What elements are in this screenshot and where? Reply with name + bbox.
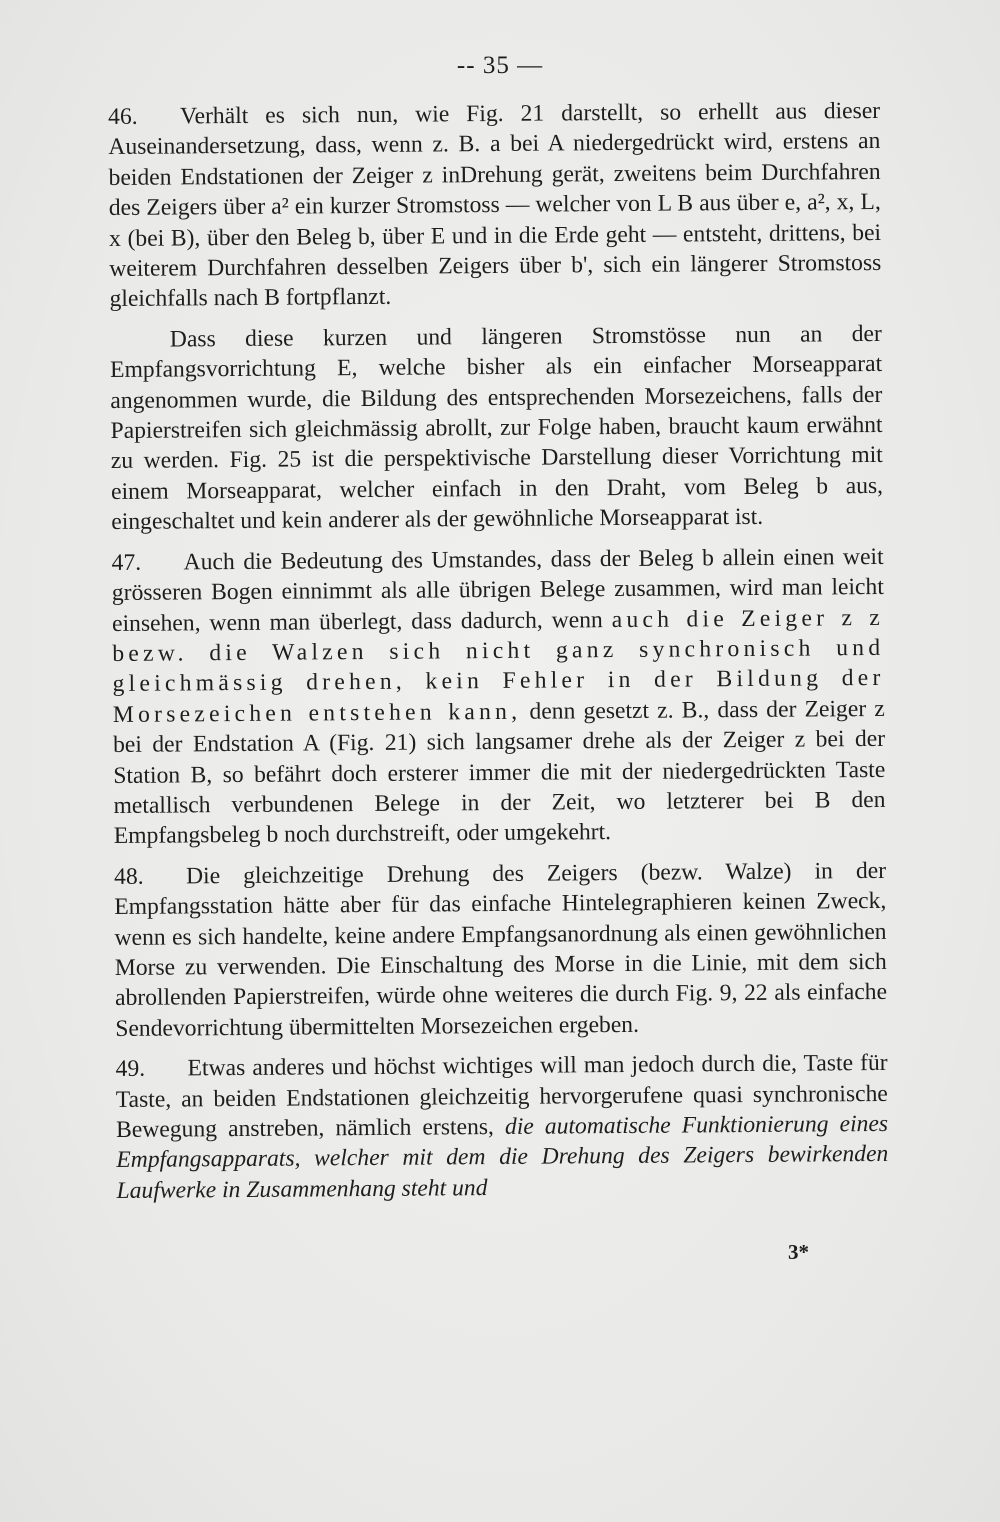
paragraph-46-continued: [110, 319, 884, 538]
body-text: [108, 96, 889, 1212]
paragraph-number: 49.: [115, 1055, 146, 1083]
paragraph-number: 48.: [113, 863, 144, 890]
paragraph-47: [112, 542, 886, 852]
paragraph-49: [115, 1048, 888, 1206]
paragraph-text: Dass diese kurzen und längeren Stromstösse nun an der Empfangsvorrichtung E, welche bisher als ein einfacher Morseapparat angenommen wurde, die Bildung des entsprechenden Morsezeichens, falls der Papierstreifen sich gleichmässig abrollt, zur Folge haben, braucht kaum erwähnt zu werden. Fig. 25 ist die perspektivische Darstellung dieser Vorrichtung mit einem Morseapparat, welcher einfach in den Draht, vom Beleg b aus, eingeschaltet und kein anderer als der gewöhnliche Morseapparat ist.: [110, 320, 884, 536]
signature-mark: 3*: [788, 1240, 809, 1264]
paragraph-text: Etwas anderes und höchst wichtiges will man jedoch durch die, Taste für Taste, an beiden Endstationen gleichzeitig hervorgerufene quasi synchronische Bewegung anstreben, nämlich erstens,: [115, 1050, 888, 1143]
paragraph-number: 47.: [111, 549, 142, 576]
italic-text: die automatische Funktionierung eines Empfangsapparats, welcher mit dem die Drehung des Zeigers bewirkenden Laufwerke in Zusammenhang steht und: [116, 1110, 889, 1204]
paragraph-46: [108, 96, 882, 315]
paragraph-text: Verhält es sich nun, wie Fig. 21 darstellt, so erhellt aus dieser Auseinandersetzung, dass, wenn z. B. a bei A niedergedrückt wird, erstens an beiden Endstationen der Zeiger z inDrehung gerät, zweitens beim Durchfahren des Zeigers über a² ein kurzer Stromstoss — welcher von L B aus über e, a², x, L, x (bei B), über den Beleg b, über E und in die Erde geht — entsteht, drittens, bei weiterem Durchfahren desselben Zeigers über b', sich ein längerer Stromstoss gleichfalls nach B fortpflanzt.: [108, 97, 882, 313]
paragraph-text: Die gleichzeitige Drehung des Zeigers (bezw. Walze) in der Empfangsstation hätte aber für das einfache Hintelegraphieren keinen Zweck, wenn es sich handelte, keine andere Empfangsanordnung als einen gewöhnlichen Morse zu verwenden. Die Einschaltung des Morse in die Linie, mit dem sich abrollenden Papierstreifen, würde ohne weiteres die durch Fig. 9, 22 als einfache Sendevorrichtung übermittelten Morsezeichen ergeben.: [114, 857, 888, 1042]
paragraph-48: [114, 856, 887, 1044]
page-number: -- 35 —: [456, 52, 544, 79]
paragraph-number: 46.: [108, 103, 138, 130]
emphasized-text: auch die Zeiger z z bezw. die Walzen sich nicht ganz synchronisch und gleichmässig drehen, kein Fehler in der Bildung der Morsezeichen entstehen kann,: [112, 604, 885, 728]
paragraph-text: Auch die Bedeutung des Umstandes, dass der Beleg b allein einen weit grösseren Bogen einnimmt als alle übrigen Belege zusammen, wird man leicht einsehen, wenn man überlegt, dass dadurch, wenn: [111, 543, 884, 637]
paragraph-text: denn gesetzt z. B., dass der Zeiger z bei der Endstation A (Fig. 21) sich langsamer drehe als der Zeiger z bei der Station B, so befährt doch ersterer immer die mit der niedergedrückten Taste metallisch verbundenen Belege in der Zeit, wo letzterer bei B den Empfangsbeleg b noch durchstreift, oder umgekehrt.: [112, 695, 886, 850]
